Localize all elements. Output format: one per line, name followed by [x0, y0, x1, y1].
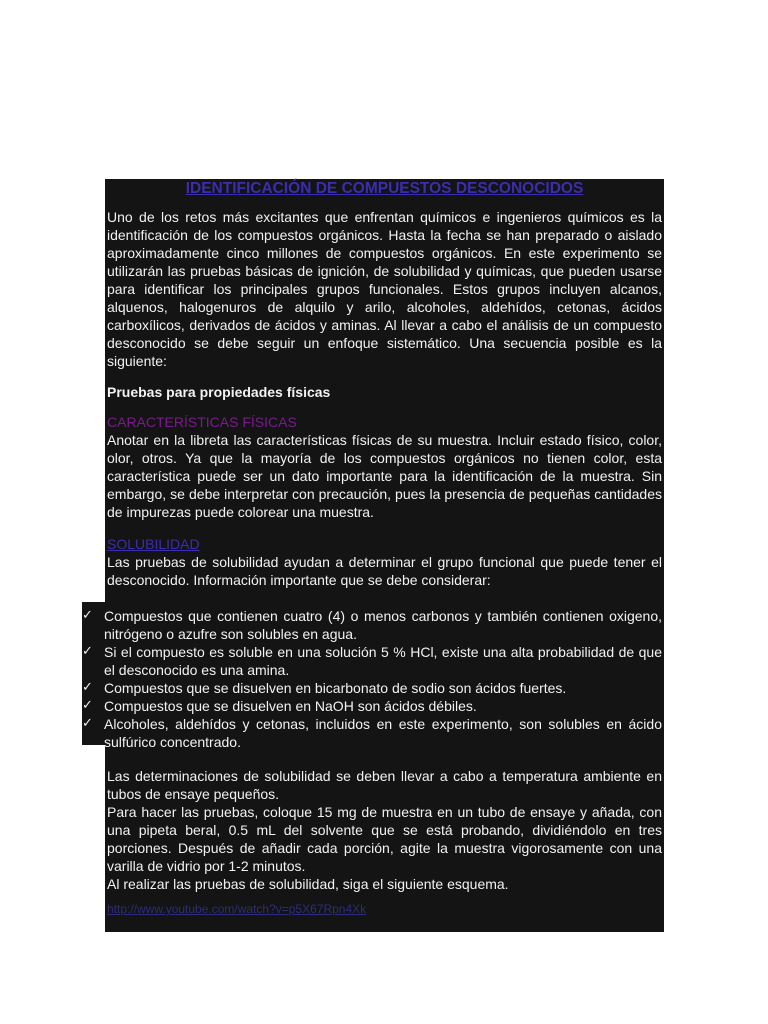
checkmark-icon: ✓: [82, 680, 93, 695]
intro-paragraph: Uno de los retos más excitantes que enfrentan químicos e ingenieros químicos es la identificación de los compuestos orgánicos. Hasta la fecha se han preparado o aislado aproximadamente cinco millones de compuestos orgánicos. En este experimento se utilizarán las pruebas básicas de ignición, de solubilidad y químicas, que pueden usarse para identificar los principales grupos funcionales. Estos grupos incluyen alcanos, alquenos, halogenuros de alquilo y arilo, alcoholes, aldehídos, cetonas, ácidos carboxílicos, derivados de ácidos y aminas. Al llevar a cabo el análisis de un compuesto desconocido se debe seguir un enfoque sistemático. Una secuencia posible es la siguiente:: [107, 209, 662, 369]
list-item: [82, 643, 662, 679]
checkmark-icon: ✓: [82, 698, 93, 713]
document-title: IDENTIFICACIÓN DE COMPUESTOS DESCONOCIDOS: [185, 180, 584, 197]
list-item: [82, 697, 662, 715]
list-item: [82, 607, 662, 643]
solubility-intro-text: Las pruebas de solubilidad ayudan a determinar el grupo funcional que puede tener el desconocido. Información importante que se debe considerar:: [107, 554, 662, 588]
closing-paragraph-1: Las determinaciones de solubilidad se deben llevar a cabo a temperatura ambiente en tubos de ensaye pequeños.: [107, 768, 662, 802]
bullet-text: Compuestos que se disuelven en bicarbonato de sodio son ácidos fuertes.: [104, 680, 567, 696]
checkmark-icon: ✓: [82, 644, 93, 659]
checkmark-icon: ✓: [82, 608, 93, 623]
solubility-bullet-list: [82, 607, 662, 751]
solubility-heading: SOLUBILIDAD: [107, 536, 200, 552]
document-content: [82, 179, 662, 917]
bullet-text: Alcoholes, aldehídos y cetonas, incluidos en este experimento, son solubles en ácido sulfúrico concentrado.: [104, 716, 662, 750]
bullet-text: Compuestos que se disuelven en NaOH son ácidos débiles.: [104, 698, 477, 714]
youtube-link[interactable]: http://www.youtube.com/watch?v=p5X67Rpn4Xk: [107, 902, 367, 916]
closing-paragraph-2: Para hacer las pruebas, coloque 15 mg de muestra en un tubo de ensaye y añada, con una pipeta beral, 0.5 mL del solvente que se está probando, dividiéndolo en tres porciones. Después de añadir cada porción, agite la muestra vigorosamente con una varilla de vidrio por 1-2 minutos.: [107, 804, 662, 874]
list-item: [82, 679, 662, 697]
checkmark-icon: ✓: [82, 716, 93, 731]
physical-characteristics-heading: CARACTERÍSTICAS FÍSICAS: [107, 414, 297, 430]
bullet-text: Compuestos que contienen cuatro (4) o menos carbonos y también contienen oxigeno, nitrógeno o azufre son solubles en agua.: [104, 608, 662, 642]
physical-characteristics-text: Anotar en la libreta las características físicas de su muestra. Incluir estado físico, color, olor, otros. Ya que la mayoría de los compuestos orgánicos no tienen color, esta característica puede ser un dato importante para la identificación de la muestra. Sin embargo, se debe interpretar con precaución, pues la presencia de pequeñas cantidades de impurezas puede colorear una muestra.: [107, 432, 662, 520]
physical-tests-heading: Pruebas para propiedades físicas: [107, 384, 331, 400]
list-item: [82, 715, 662, 751]
bullet-text: Si el compuesto es soluble en una solución 5 % HCl, existe una alta probabilidad de que el desconocido es una amina.: [104, 644, 662, 678]
closing-paragraph-3: Al realizar las pruebas de solubilidad, siga el siguiente esquema.: [107, 876, 509, 892]
